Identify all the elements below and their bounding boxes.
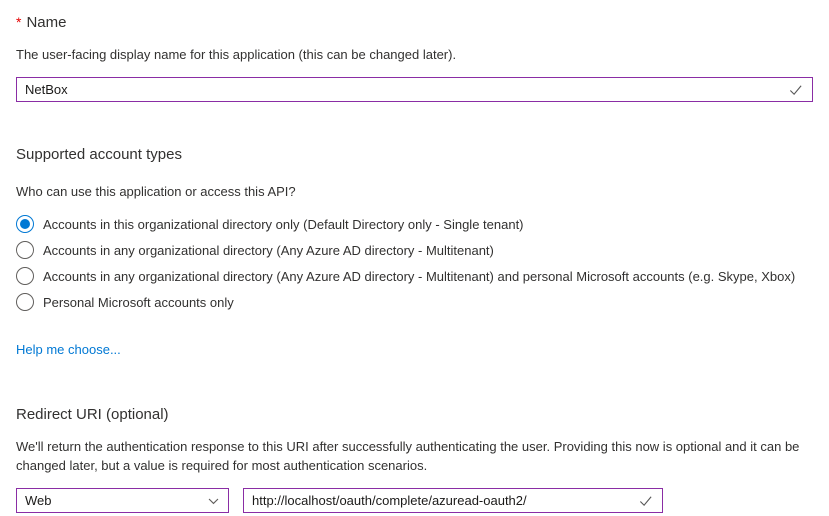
name-input[interactable]	[17, 78, 812, 101]
redirect-uri-input[interactable]	[244, 489, 662, 512]
radio-option-label: Accounts in any organizational directory (Any Azure AD directory - Multitenant) and personal Microsoft accounts (e.g. Skype, Xbox)	[43, 268, 796, 284]
radio-option-label: Personal Microsoft accounts only	[43, 294, 234, 310]
radio-button-icon	[16, 267, 34, 285]
account-type-option-4[interactable]	[16, 292, 813, 312]
name-input-container	[16, 77, 813, 102]
redirect-uri-title: Redirect URI (optional)	[16, 406, 169, 423]
radio-button-icon	[16, 215, 34, 233]
account-types-question: Who can use this application or access this API?	[16, 184, 296, 199]
supported-account-types-title: Supported account types	[16, 146, 182, 163]
help-me-choose-link[interactable]: Help me choose...	[16, 342, 121, 357]
radio-option-label: Accounts in any organizational directory (Any Azure AD directory - Multitenant)	[43, 242, 494, 258]
redirect-uri-row	[16, 488, 813, 513]
account-type-option-3[interactable]	[16, 266, 813, 286]
radio-button-icon	[16, 241, 34, 259]
account-type-option-2[interactable]	[16, 240, 813, 260]
radio-button-icon	[16, 293, 34, 311]
redirect-uri-input-container	[243, 488, 663, 513]
platform-select[interactable]	[16, 488, 229, 513]
name-field-description: The user-facing display name for this application (this can be changed later).	[16, 47, 457, 62]
redirect-uri-description: We'll return the authentication response to this URI after successfully authenticating the user. Providing this now is optional and it can be changed later, but a value is required for most authentication scenarios.	[16, 439, 800, 473]
account-type-radio-group	[16, 214, 813, 312]
required-asterisk: *	[16, 14, 22, 30]
chevron-down-icon	[207, 494, 220, 507]
account-type-option-1[interactable]	[16, 214, 813, 234]
radio-option-label: Accounts in this organizational directory only (Default Directory only - Single tenant)	[43, 216, 524, 232]
platform-select-value: Web	[25, 493, 52, 508]
name-field-label	[16, 12, 813, 33]
name-label-text: Name	[26, 14, 67, 31]
